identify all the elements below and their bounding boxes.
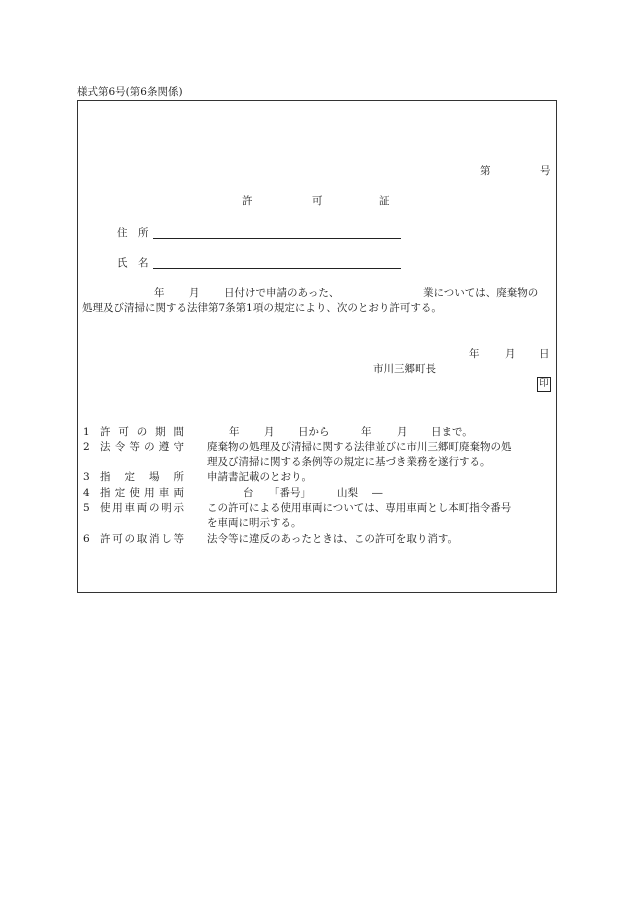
condition-5-value-cont: を車両に明示する。: [207, 517, 302, 529]
body-month: 月: [189, 287, 200, 299]
body-year: 年: [154, 287, 165, 299]
form-number-label: 様式第6号(第6条関係): [77, 86, 183, 98]
condition-1-label: 許 可 の 期 間: [100, 426, 184, 438]
condition-5-label: 使 用 車 両 の 明 示: [100, 502, 184, 514]
issue-date-year: 年: [469, 348, 480, 360]
permit-number-prefix: 第: [480, 165, 491, 177]
condition-3-label: 指 定 場 所: [100, 471, 184, 483]
name-underline: [153, 268, 401, 269]
condition-6-label: 許 可 の 取 消 し 等: [100, 533, 184, 545]
period-year-1: 年: [229, 426, 240, 438]
body-day: 日付けで申請のあった、: [224, 287, 340, 299]
issuer-name: 市川三郷町長: [373, 363, 436, 375]
condition-6-value: 法令等に違反のあったときは、この許可を取り消す。: [207, 533, 459, 545]
condition-4-num: 4: [83, 487, 90, 499]
condition-3-value: 申請書記載のとおり。: [207, 471, 312, 483]
period-month-1: 月: [264, 426, 275, 438]
period-day-1: 日から: [298, 426, 330, 438]
permit-number-suffix: 号: [540, 165, 551, 177]
address-underline: [153, 238, 401, 239]
condition-1-num: 1: [83, 426, 90, 438]
condition-2-value-cont: 理及び清掃に関する条例等の規定に基づき業務を遂行する。: [207, 456, 491, 468]
condition-3-num: 3: [83, 471, 90, 483]
period-year-2: 年: [361, 426, 372, 438]
body-line1-end: 業については、廃棄物の: [423, 287, 539, 299]
vehicle-dash: ―: [372, 487, 383, 499]
address-label: 住 所: [117, 227, 149, 239]
seal-mark: 印: [537, 377, 551, 392]
title-char-3: 証: [379, 195, 390, 207]
name-label: 氏 名: [117, 257, 149, 269]
condition-5-num: 5: [83, 502, 90, 514]
condition-2-label: 法 令 等 の 遵 守: [100, 441, 184, 453]
period-day-2: 日まで。: [431, 426, 473, 438]
condition-2-value: 廃棄物の処理及び清掃に関する法律並びに市川三郷町廃棄物の処: [207, 441, 512, 453]
issue-date-day: 日: [539, 348, 550, 360]
title-char-2: 可: [312, 195, 323, 207]
period-month-2: 月: [397, 426, 408, 438]
vehicle-count-unit: 台: [243, 487, 254, 499]
condition-5-value: この許可による使用車両については、専用車両とし本町指令番号: [207, 502, 512, 514]
condition-4-label: 指 定 使 用 車 両: [100, 487, 184, 499]
vehicle-number-label: 「番号」: [269, 487, 311, 499]
issue-date-month: 月: [505, 348, 516, 360]
title-char-1: 許: [242, 195, 253, 207]
vehicle-plate-region: 山梨: [337, 487, 358, 499]
condition-2-num: 2: [83, 441, 90, 453]
body-line2: 処理及び清掃に関する法律第7条第1項の規定により、次のとおり許可する。: [82, 302, 442, 314]
condition-6-num: 6: [83, 533, 90, 545]
